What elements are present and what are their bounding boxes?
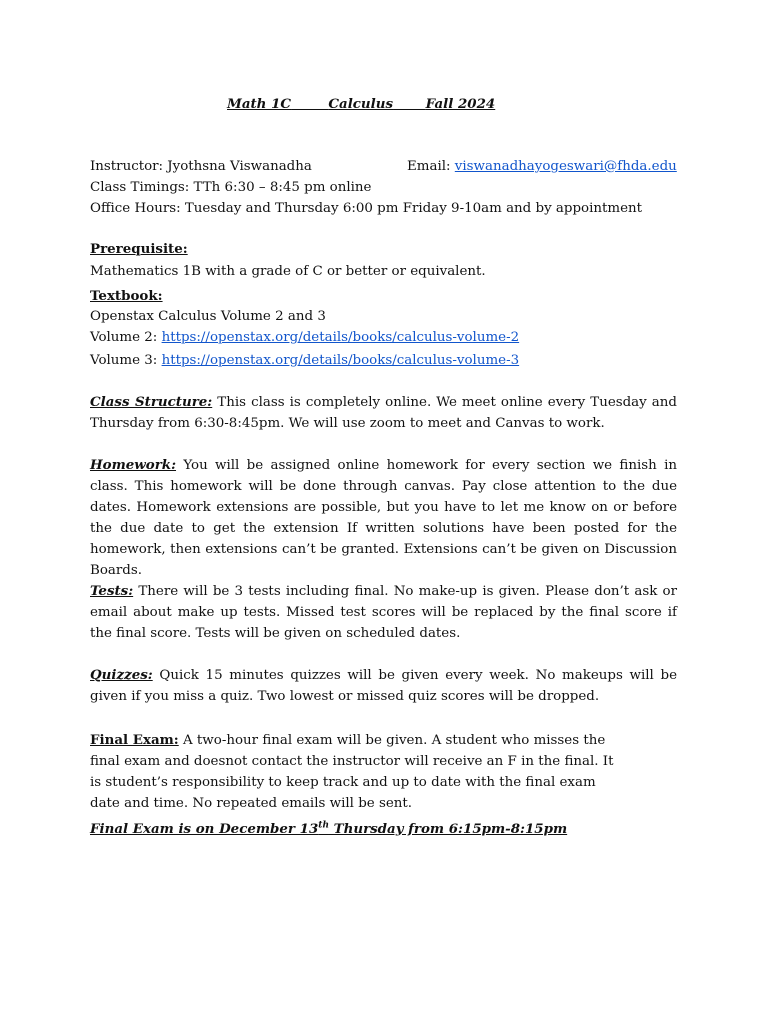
- quizzes-text: Quick 15 minutes quizzes will be given every week. No makeups will be given if you miss a quiz. Two lowest or missed quiz scores will be dropped.: [90, 668, 677, 704]
- quizzes-section: [90, 665, 677, 707]
- final-exam-note-prefix: Final Exam is on December 13: [90, 821, 319, 837]
- textbook-heading: Textbook:: [90, 288, 163, 304]
- course-code: Math 1C: [227, 96, 292, 112]
- tests-text: There will be 3 tests including final. No make-up is given. Please don’t ask or email about make up tests. Missed test scores will be replaced by the final score if the final score. Tests will be given on scheduled dates.: [90, 584, 677, 641]
- volume2-line: [90, 328, 519, 348]
- volume2-link[interactable]: https://openstax.org/details/books/calculus-volume-2: [161, 330, 520, 345]
- tests-section: [90, 581, 677, 644]
- quizzes-heading: Quizzes:: [90, 667, 153, 683]
- class-timings: Class Timings: TTh 6:30 – 8:45 pm online: [90, 180, 372, 195]
- final-exam-date: [90, 819, 567, 839]
- email-label: Email:: [407, 159, 455, 174]
- email-link[interactable]: viswanadhayogeswari@fhda.edu: [454, 159, 677, 174]
- prerequisite-heading: Prerequisite:: [90, 241, 188, 257]
- class-structure-heading: Class Structure:: [90, 394, 213, 410]
- final-exam-section: [90, 730, 616, 814]
- volume2-label: Volume 2:: [90, 330, 162, 345]
- class-structure-section: [90, 392, 677, 434]
- course-title: [227, 94, 496, 114]
- homework-section: [90, 455, 677, 581]
- volume3-label: Volume 3:: [90, 353, 162, 368]
- homework-text: You will be assigned online homework for every section we finish in class. This homework will be done through canvas. Pay close attention to the due dates. Homework extensions are possible, but you have to let me know on or before the due date to get the extension If written solutions have been posted for the homework, then extensions can’t be granted. Extensions can’t be given on Discussion Boards.: [90, 458, 677, 578]
- volume3-line: [90, 351, 519, 371]
- textbook-title: Openstax Calculus Volume 2 and 3: [90, 309, 326, 324]
- final-exam-note-suffix: Thursday from 6:15pm-8:15pm: [328, 821, 568, 837]
- email-line: [407, 157, 677, 177]
- final-exam-note-sup: th: [318, 820, 329, 831]
- class-structure-text: This class is completely online. We meet online every Tuesday and Thursday from 6:30-8:45pm. We will use zoom to meet and Canvas to work.: [90, 395, 677, 431]
- prerequisite-text: Mathematics 1B with a grade of C or better or equivalent.: [90, 264, 486, 279]
- instructor-line: Instructor: Jyothsna Viswanadha: [90, 159, 312, 174]
- final-exam-text: A two-hour final exam will be given. A student who misses the final exam and doesnot contact the instructor will receive an F in the final. It is student’s responsibility to keep track and up to date with the final exam date and time. No repeated emails will be sent.: [90, 733, 614, 811]
- course-term: Fall 2024: [425, 96, 496, 112]
- tests-heading: Tests:: [90, 583, 134, 599]
- final-exam-heading: Final Exam:: [90, 732, 179, 748]
- volume3-link[interactable]: https://openstax.org/details/books/calculus-volume-3: [161, 353, 520, 368]
- homework-heading: Homework:: [90, 457, 177, 473]
- course-subject: Calculus: [328, 96, 394, 112]
- office-hours: Office Hours: Tuesday and Thursday 6:00 pm Friday 9-10am and by appointment: [90, 201, 643, 216]
